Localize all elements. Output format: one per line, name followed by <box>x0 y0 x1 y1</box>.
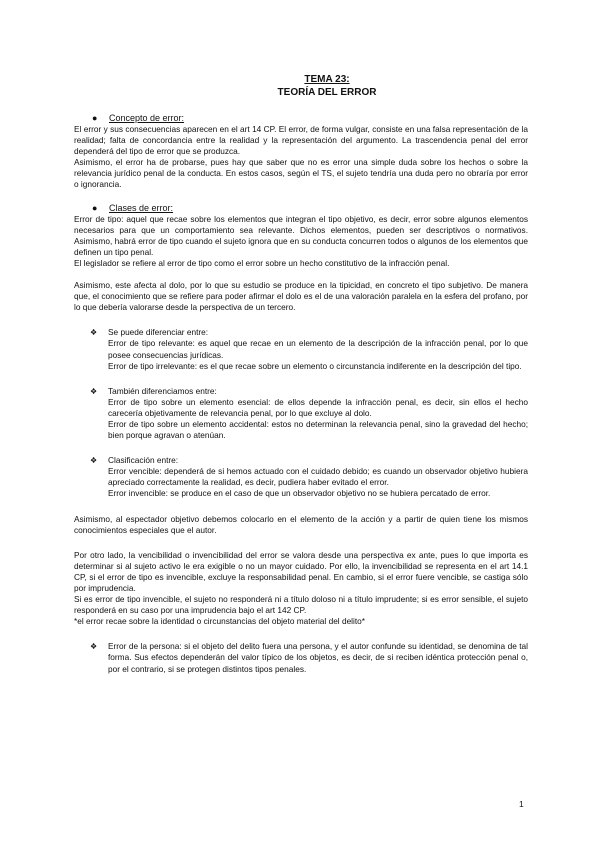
paragraph: Asimismo, el error ha de probarse, pues hay que saber que no es error una simple duda sobre los hechos o sobre la relevancia jurídico penal de la conducta. En estos casos, según el TS, el sujeto tendría una duda pero no obraría por error o ignorancia. <box>74 157 528 190</box>
paragraph: El legislador se refiere al error de tipo como el error sobre un hecho constitutivo de la infracción penal. <box>74 257 450 268</box>
section-heading-concepto <box>74 113 528 124</box>
bullet-icon: ● <box>92 202 98 213</box>
paragraph: Asimismo, este afecta al dolo, por lo que su estudio se produce en la tipicidad, en concreto el tipo subjetivo. De manera que, el conocimiento que se refiere para poder afirmar el dolo es el de una valoración paralela en la esfera del profano, por lo que debería valorarse desde la perspectiva de un tercero. <box>74 280 528 313</box>
diamond-bullet-icon: ❖ <box>90 642 98 652</box>
page-number: 1 <box>519 799 524 809</box>
sub-list-item: Error vencible: dependerá de si hemos actuado con el cuidado debido; es cuando un observador objetivo hubiera apreciado correctamente la realidad, es decir, pudiera haber evitado el error. <box>108 466 528 488</box>
section-heading-label: Clases de error: <box>109 202 174 213</box>
title-line-2: TEORÍA DEL ERROR <box>277 87 377 98</box>
title-line-1: TEMA 23: <box>304 74 350 85</box>
sub-list-heading: Clasificación entre: <box>108 455 179 466</box>
paragraph: Por otro lado, la vencibilidad o invencibilidad del error se valora desde una perspectiva ex ante, pues lo que importa es determinar si al sujeto activo le era exigible o no un mayor cuidado. Por ello, la invencibilidad se representa en el art 14.1 CP, si el error de tipo es invencible, excluye la responsabilidad penal. En cambio, si el error fuere vencible, se castiga sólo por imprudencia. <box>74 549 528 593</box>
bullet-icon: ● <box>92 113 98 123</box>
sub-list-item: Error de tipo sobre un elemento esencial: de ellos depende la infracción penal, es decir, sin ellos el hecho carecería objetivamente de relevancia penal, por lo que excluye al dolo. <box>108 396 528 418</box>
diamond-bullet-icon: ❖ <box>90 456 98 466</box>
paragraph: Error de tipo: aquel que recae sobre los elementos que integran el tipo objetivo, es decir, error sobre algunos elementos necesarios para que un comportamiento sea relevante. Dichos elementos, pueden ser descriptivos o normativos. Asimismo, habrá error de tipo cuando el sujeto ignora que en su conducta concurren todos o algunos de los elementos que definen un tipo penal. <box>74 213 528 257</box>
sub-list-clasificacion <box>90 455 528 499</box>
paragraph: Si es error de tipo invencible, el sujeto no responderá ni a título doloso ni a título imprudente; si es error sensible, el sujeto responderá en su caso por una imprudencia bajo el art 142 CP. <box>74 594 528 616</box>
sub-list-item: Error de tipo relevante: es aquel que recae en un elemento de la descripción de la infracción penal, por lo que posee consecuencias jurídicas. <box>108 338 528 360</box>
diamond-bullet-icon: ❖ <box>90 328 98 338</box>
sub-list-item: Error de la persona: si el objeto del delito fuera una persona, y el autor confunde su identidad, se denomina de tal forma. Sus efectos dependerán del valor típico de los objetos, es decir, de si reciben idéntica protección penal o, por el contrario, si se protegen distintos tipos penales. <box>108 641 528 674</box>
sub-list-heading: También diferenciamos entre: <box>108 385 217 396</box>
sub-list-error-persona <box>90 641 528 674</box>
sub-list-tambien <box>90 385 528 441</box>
diamond-bullet-icon: ❖ <box>90 386 98 396</box>
quoted-note: *el error recae sobre la identidad o circunstancias del objeto material del delito* <box>74 616 366 627</box>
sub-list-item: Error de tipo irrelevante: es el que recae sobre un elemento o circunstancia indiferente en la descripción del tipo. <box>108 360 522 371</box>
sub-list-heading: Se puede diferenciar entre: <box>108 327 209 338</box>
sub-list-item: Error de tipo sobre un elemento accidental: estos no determinan la relevancia penal, sino la gravedad del hecho; bien porque agravan o atenúan. <box>108 418 528 441</box>
document-body <box>74 74 528 675</box>
paragraph: Asimismo, al espectador objetivo debemos colocarlo en el elemento de la acción y a partir de quien tiene los mismos conocimientos especiales que el autor. <box>74 513 528 535</box>
section-heading-clases <box>74 203 528 214</box>
sub-list-diferenciar <box>90 327 528 371</box>
document-title <box>126 74 528 99</box>
paragraph: El error y sus consecuencias aparecen en el art 14 CP. El error, de forma vulgar, consiste en una falsa representación de la realidad; falta de concordancia entre la realidad y la representación del argumento. La trascendencia penal del error dependerá del tipo de error que se produzca. <box>74 124 528 157</box>
section-heading-label: Concepto de error: <box>109 113 185 123</box>
sub-list-item: Error invencible: se produce en el caso de que un observador objetivo no se hubiera percatado de error. <box>108 488 491 499</box>
